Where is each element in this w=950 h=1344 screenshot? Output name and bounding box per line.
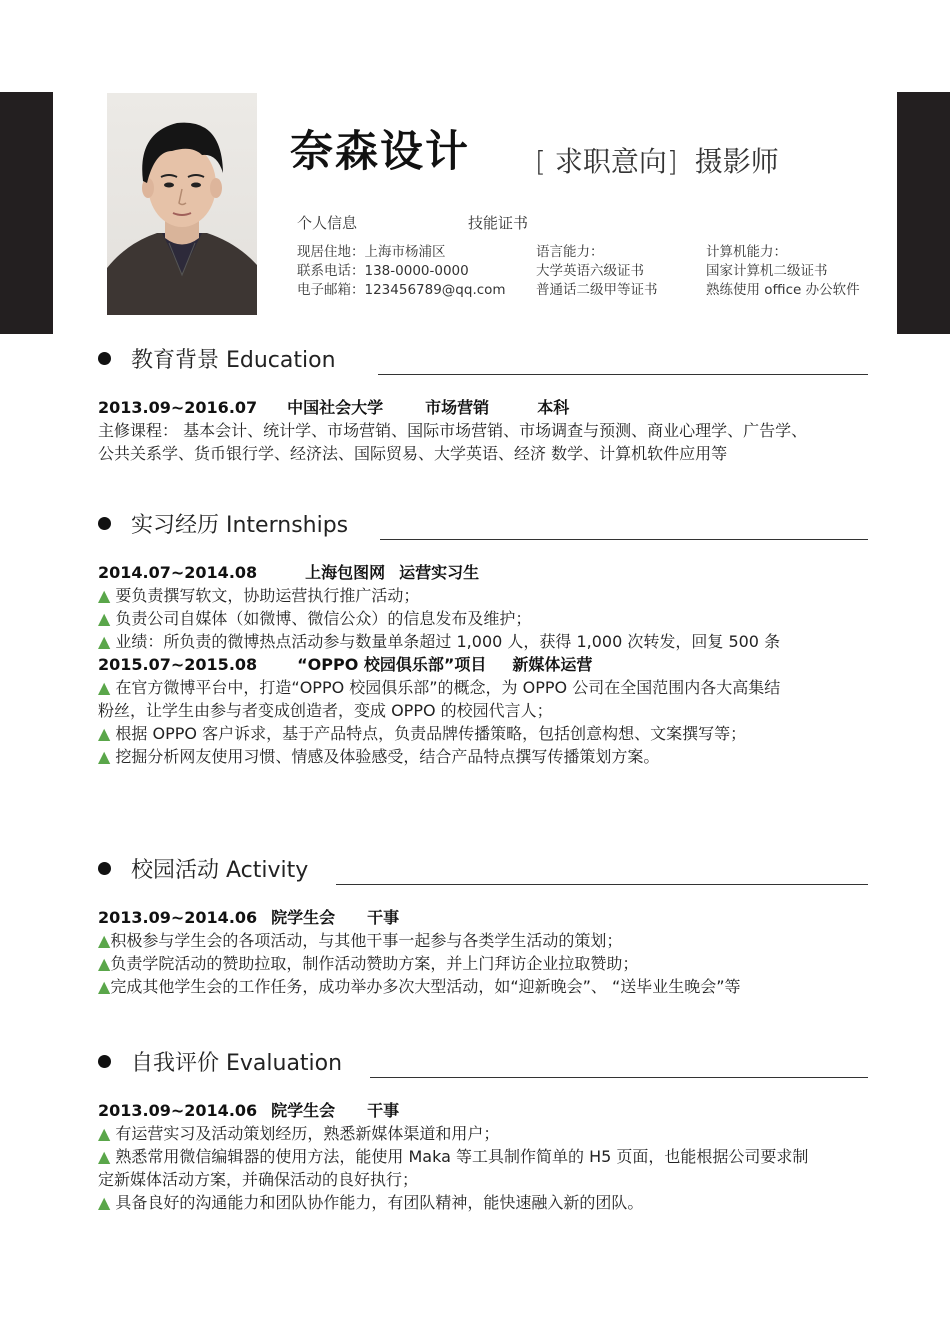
section-internships	[98, 508, 868, 538]
list-item: ▲ 根据 OPPO 客户诉求，基于产品特点，负责品牌传播策略，包括创意构想、文案撰写等；	[98, 724, 747, 743]
skills-heading: 技能证书	[468, 214, 529, 232]
activity-header	[98, 906, 883, 929]
activity-block	[98, 906, 883, 998]
evaluation-role: 干事	[367, 1101, 400, 1120]
bullet-dot-icon	[98, 1055, 111, 1068]
portrait-photo	[107, 93, 257, 315]
education-header	[98, 396, 883, 419]
section-title-internships: 实习经历 Internships	[131, 513, 349, 538]
list-item: ▲ 要负责撰写软文，协助运营执行推广活动；	[98, 586, 420, 605]
education-period: 2013.09~2016.07	[98, 398, 258, 417]
bullet-dot-icon	[98, 862, 111, 875]
language-cert-2: 普通话二级甲等证书	[536, 282, 658, 298]
list-item-continuation: 粉丝，让学生由参与者变成创造者，变成 OPPO 的校园代言人；	[98, 701, 553, 720]
list-item: ▲ 挖掘分析网友使用习惯、情感及体验感受，结合产品特点撰写传播策划方案。	[98, 747, 660, 766]
intent-open-bracket: [	[535, 145, 546, 178]
intent-close-bracket: ]	[666, 145, 678, 178]
job2-role: 新媒体运营	[512, 655, 593, 674]
evaluation-org: 院学生会	[271, 1101, 336, 1120]
job2-header	[98, 653, 883, 676]
education-block	[98, 396, 883, 465]
activity-period: 2013.09~2014.06	[98, 908, 258, 927]
section-evaluation	[98, 1046, 868, 1076]
job1-role: 运营实习生	[399, 563, 480, 582]
triangle-bullet-icon: ▲	[98, 931, 111, 950]
triangle-bullet-icon: ▲	[98, 1193, 111, 1212]
education-school: 中国社会大学	[287, 398, 384, 417]
list-item: ▲ 有运营实习及活动策划经历，熟悉新媒体渠道和用户；	[98, 1124, 500, 1143]
intent-label: 求职意向	[554, 145, 667, 178]
list-item: ▲ 在官方微博平台中，打造“OPPO 校园俱乐部”的概念，为 OPPO 公司在全国范围内各大高集结	[98, 678, 781, 697]
right-side-bar	[897, 92, 950, 334]
activity-org: 院学生会	[271, 908, 336, 927]
activity-role: 干事	[367, 908, 400, 927]
computer-cert-1: 国家计算机二级证书	[706, 263, 828, 279]
triangle-bullet-icon: ▲	[98, 678, 111, 697]
triangle-bullet-icon: ▲	[98, 1124, 111, 1143]
internships-block	[98, 561, 883, 768]
computer-cert-2: 熟练使用 office 办公软件	[706, 282, 860, 298]
language-skills	[536, 243, 658, 300]
email-text: 电子邮箱：123456789@qq.com	[297, 282, 506, 298]
evaluation-header	[98, 1099, 883, 1122]
list-item: ▲ 业绩：所负责的微博热点活动参与数量单条超过 1,000 人，获得 1,000 次转发，回复 500 条	[98, 632, 781, 651]
job2-project: “OPPO 校园俱乐部”项目	[297, 655, 487, 674]
bullet-dot-icon	[98, 517, 111, 530]
intent-job: 摄影师	[694, 145, 779, 178]
section-title-evaluation: 自我评价 Evaluation	[131, 1051, 343, 1076]
evaluation-block	[98, 1099, 883, 1214]
computer-heading: 计算机能力：	[706, 244, 787, 260]
section-divider	[336, 884, 868, 885]
computer-skills	[706, 243, 860, 300]
section-divider	[380, 539, 868, 540]
section-title-education: 教育背景 Education	[131, 348, 336, 373]
phone-text: 联系电话：138-0000-0000	[297, 263, 469, 279]
triangle-bullet-icon: ▲	[98, 609, 111, 628]
section-title-activity: 校园活动 Activity	[131, 858, 309, 883]
job1-header	[98, 561, 883, 584]
triangle-bullet-icon: ▲	[98, 632, 111, 651]
triangle-bullet-icon: ▲	[98, 977, 111, 996]
triangle-bullet-icon: ▲	[98, 1147, 111, 1166]
list-item: ▲ 具备良好的沟通能力和团队协作能力，有团队精神，能快速融入新的团队。	[98, 1193, 644, 1212]
left-side-bar	[0, 92, 53, 334]
language-cert-1: 大学英语六级证书	[536, 263, 644, 279]
triangle-bullet-icon: ▲	[98, 586, 111, 605]
triangle-bullet-icon: ▲	[98, 954, 111, 973]
address-text: 现居住地：上海市杨浦区	[297, 244, 446, 260]
education-major: 市场营销	[425, 398, 490, 417]
list-item: ▲ 负责公司自媒体（如微博、微信公众）的信息发布及维护；	[98, 609, 532, 628]
education-degree: 本科	[537, 398, 570, 417]
job2-period: 2015.07~2015.08	[98, 655, 258, 674]
section-divider	[370, 1077, 868, 1078]
section-divider	[378, 374, 868, 375]
bullet-dot-icon	[98, 352, 111, 365]
personal-info-heading: 个人信息	[297, 214, 358, 232]
section-activity	[98, 853, 868, 883]
language-heading: 语言能力：	[536, 244, 604, 260]
education-courses-1: 主修课程： 基本会计、统计学、市场营销、国际市场营销、市场调查与预测、商业心理学、广告学、	[98, 421, 808, 440]
triangle-bullet-icon: ▲	[98, 724, 111, 743]
education-courses-2: 公共关系学、货币银行学、经济法、国际贸易、大学英语、经济 数学、计算机软件应用等	[98, 444, 728, 463]
job1-period: 2014.07~2014.08	[98, 563, 258, 582]
list-item: ▲负责学院活动的赞助拉取，制作活动赞助方案，并上门拜访企业拉取赞助；	[98, 954, 639, 973]
section-education	[98, 343, 868, 373]
applicant-name: 奈森设计	[290, 127, 470, 177]
job-intent	[535, 140, 779, 180]
job1-company: 上海包图网	[305, 563, 386, 582]
triangle-bullet-icon: ▲	[98, 747, 111, 766]
personal-info	[297, 243, 506, 300]
list-item: ▲积极参与学生会的各项活动，与其他干事一起参与各类学生活动的策划；	[98, 931, 623, 950]
list-item: ▲ 熟悉常用微信编辑器的使用方法，能使用 Maka 等工具制作简单的 H5 页面，也能根据公司要求制	[98, 1147, 809, 1166]
list-item: ▲完成其他学生会的工作任务，成功举办多次大型活动，如“迎新晚会”、 “送毕业生晚会”等	[98, 977, 741, 996]
list-item-continuation: 定新媒体活动方案，并确保活动的良好执行；	[98, 1170, 419, 1189]
evaluation-period: 2013.09~2014.06	[98, 1101, 258, 1120]
